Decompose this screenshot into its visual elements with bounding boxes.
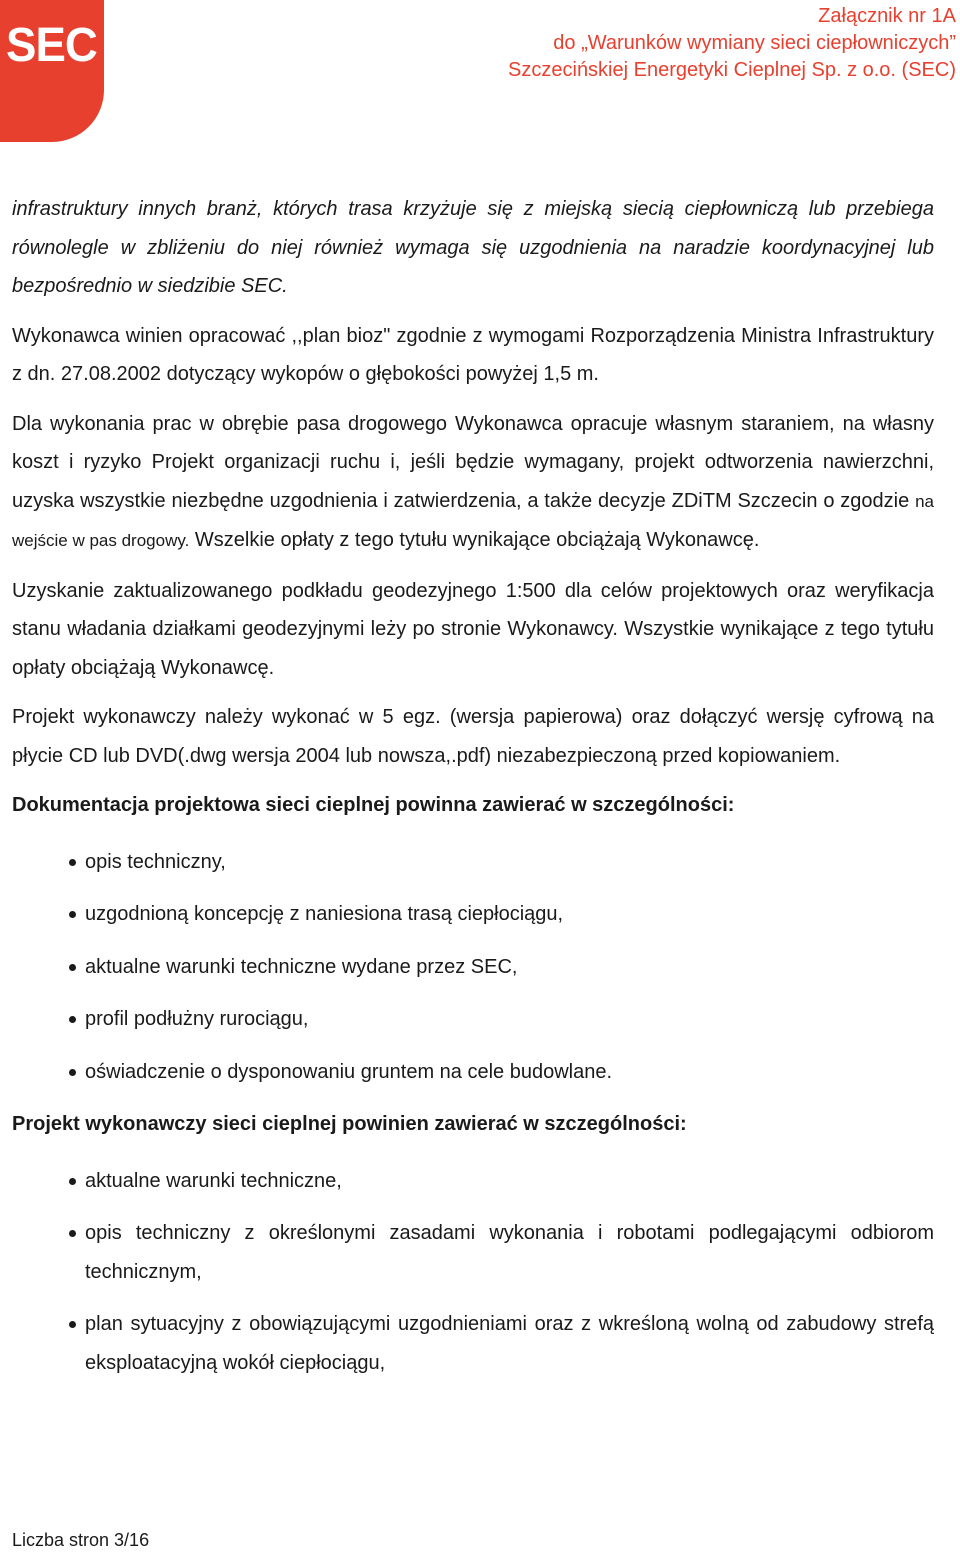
page-count: Liczba stron 3/16	[12, 1530, 150, 1550]
list-item: aktualne warunki techniczne,	[85, 1162, 934, 1201]
list-item: opis techniczny,	[85, 843, 934, 882]
paragraph-geodetic-map: Uzyskanie zaktualizowanego podkładu geodezyjnego 1:500 dla celów projektowych oraz weryfikacja stanu władania działkami geodezyjnymi leży po stronie Wykonawcy. Wszystkie wynikające z tego tytułu opłaty obciążają Wykonawcę.	[12, 579, 934, 679]
sec-logo-text: SEC	[6, 19, 97, 72]
document-header	[508, 3, 956, 84]
section-heading-executive-project: Projekt wykonawczy sieci cieplnej powinien zawierać w szczególności:	[12, 1113, 687, 1135]
sec-logo	[0, 0, 104, 142]
paragraph-copies: Projekt wykonawczy należy wykonać w 5 egz. (wersja papierowa) oraz dołączyć wersję cyfrową na płycie CD lub DVD(.dwg wersja 2004 lub nowsza,.pdf) niezabezpieczoną przed kopiowaniem.	[12, 706, 934, 767]
attachment-number: Załącznik nr 1A	[818, 5, 956, 27]
list-item: opis techniczny z określonymi zasadami wykonania i robotami podlegającymi odbiorom technicznym,	[85, 1214, 934, 1291]
list-item: plan sytuacyjny z obowiązującymi uzgodnieniami oraz z wkreśloną wolną od zabudowy strefą eksploatacyjną wokół ciepłociągu,	[85, 1305, 934, 1382]
paragraph-infrastructure: infrastruktury innych branż, których trasa krzyżuje się z miejską siecią ciepłowniczą lub przebiega równolegle w zbliżeniu do niej również wymaga się uzgodnienia na naradzie koordynacyjnej lub bezpośrednio w siedzibie SEC.	[12, 198, 934, 297]
road-works-text-a: Dla wykonania prac w obrębie pasa drogowego Wykonawca opracuje własnym staraniem, na własny koszt i ryzyko Projekt organizacji ruchu i, jeśli będzie wymagany, projekt odtworzenia nawierzchni, uzyska wszystkie niezbędne uzgodnienia i zatwierdzenia, a także decyzje ZDiTM Szczecin o zgodzie	[12, 412, 934, 512]
document-body	[12, 190, 934, 1396]
road-works-text-c: Wszelkie opłaty z tego tytułu wynikające obciążają Wykonawcę.	[189, 529, 760, 551]
list-item: uzgodnioną koncepcję z naniesiona trasą ciepłociągu,	[85, 895, 934, 934]
paragraph-bioz-plan: Wykonawca winien opracować ,,plan bioz" zgodnie z wymogami Rozporządzenia Ministra Infrastruktury z dn. 27.08.2002 dotyczący wykopów o głębokości powyżej 1,5 m.	[12, 324, 934, 385]
documentation-list	[12, 843, 934, 1092]
list-item: profil podłużny rurociągu,	[85, 1000, 934, 1039]
paragraph-road-works	[12, 405, 934, 561]
list-item: aktualne warunki techniczne wydane przez SEC,	[85, 948, 934, 987]
road-works-text-b: na wejście w pas drogowy.	[12, 491, 934, 550]
company-name: Szczecińskiej Energetyki Cieplnej Sp. z o.o. (SEC)	[508, 59, 956, 81]
executive-project-list	[12, 1162, 934, 1383]
attachment-subtitle: do „Warunków wymiany sieci ciepłowniczych”	[553, 32, 956, 54]
list-item: oświadczenie o dysponowaniu gruntem na cele budowlane.	[85, 1053, 934, 1092]
section-heading-documentation: Dokumentacja projektowa sieci cieplnej powinna zawierać w szczególności:	[12, 794, 735, 816]
